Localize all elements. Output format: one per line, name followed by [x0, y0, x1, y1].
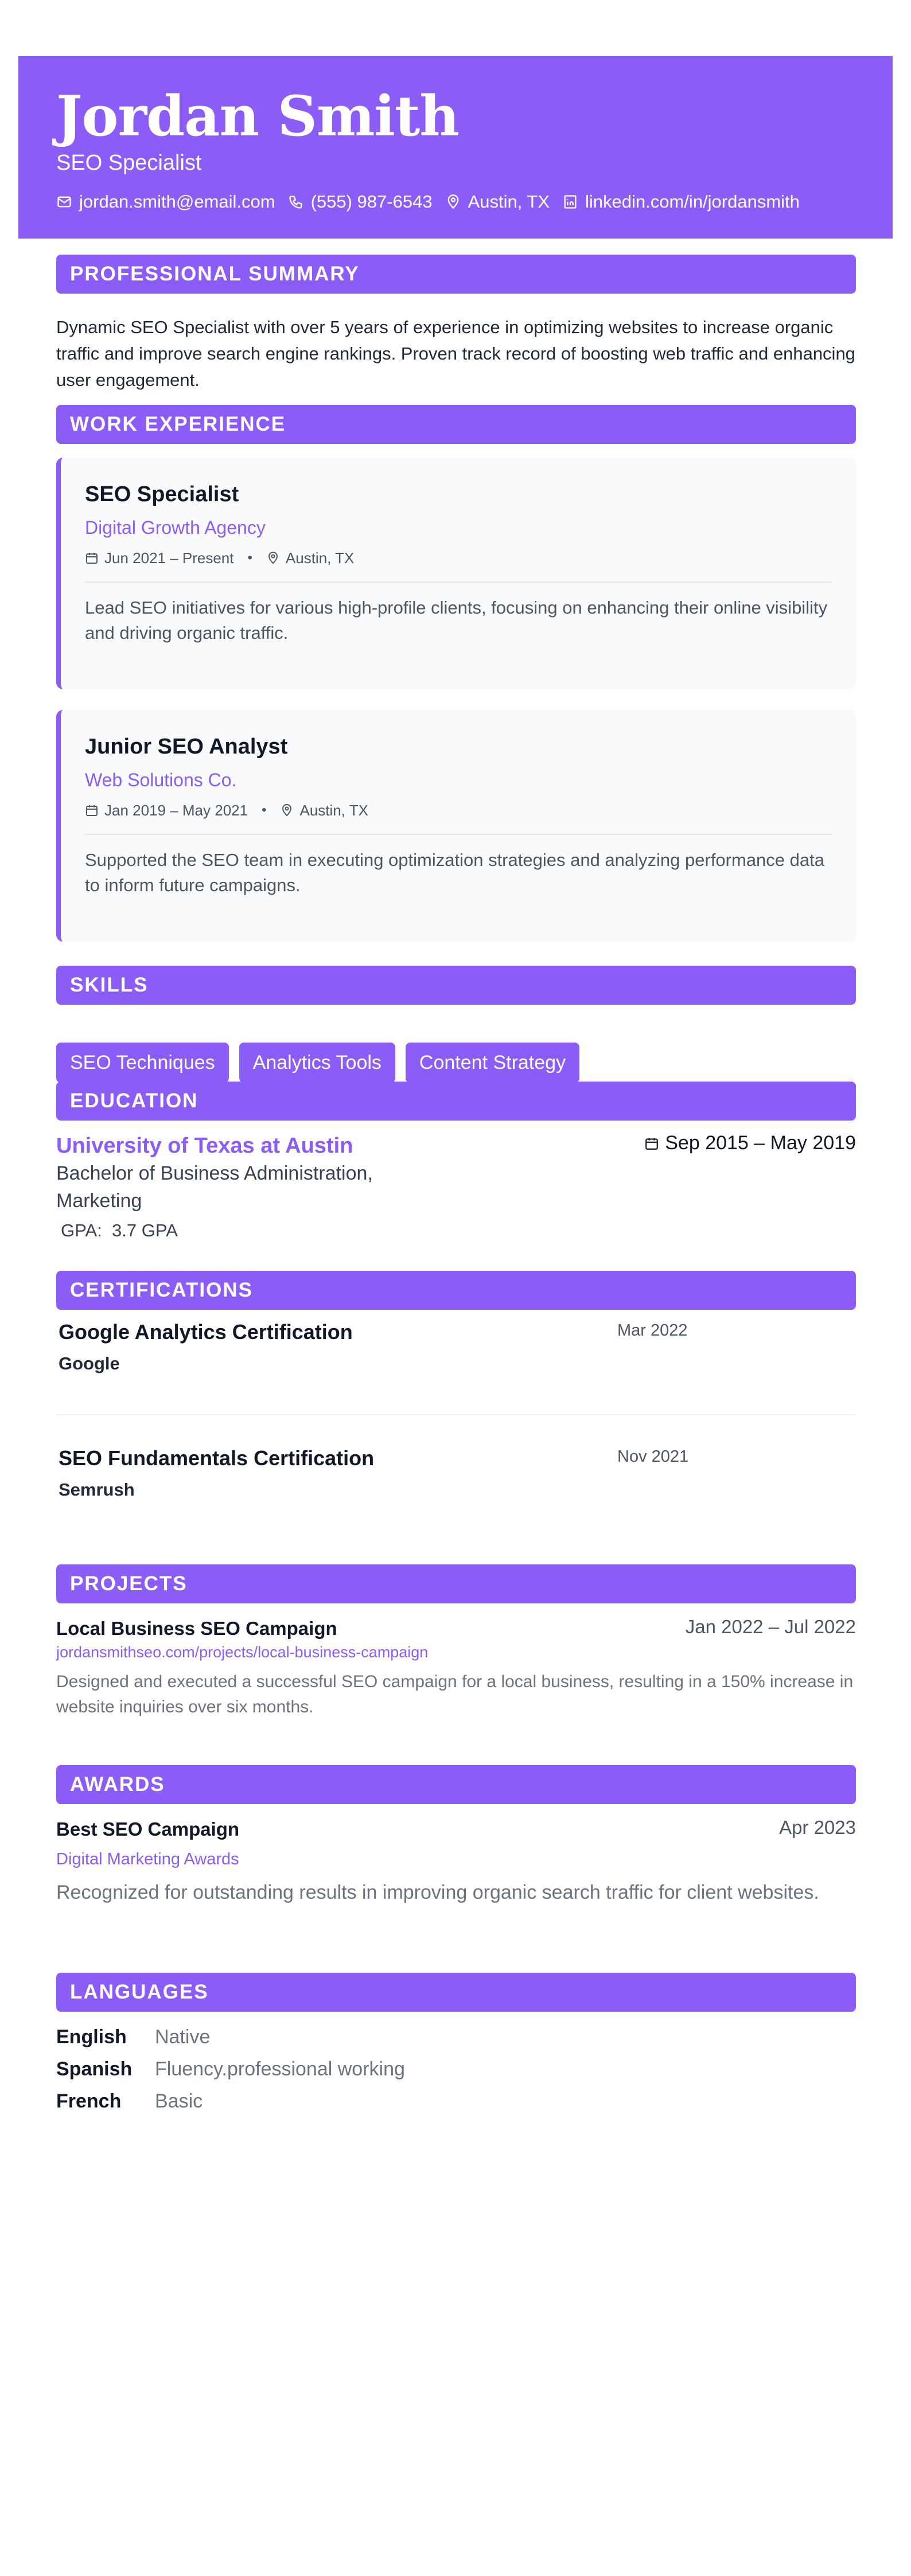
meta-separator: •	[247, 550, 252, 565]
certification-issuer: Semrush	[59, 1480, 135, 1500]
section-header-experience: WORK EXPERIENCE	[56, 405, 856, 444]
job-company: Digital Growth Agency	[85, 517, 266, 538]
project-entry	[56, 1616, 856, 1731]
contact-email[interactable]	[56, 190, 275, 213]
phone-text: (555) 987-6543	[310, 192, 433, 212]
job-location: Austin, TX	[285, 549, 355, 567]
job-dates: Jan 2019 – May 2021	[104, 802, 248, 819]
job-location: Austin, TX	[299, 802, 368, 819]
location-pin-icon	[266, 551, 280, 565]
language-row	[56, 2085, 856, 2117]
contact-location	[445, 190, 550, 213]
language-name: Spanish	[56, 2058, 133, 2080]
mail-icon	[56, 194, 72, 210]
job-description: Lead SEO initiatives for various high-profile clients, focusing on enhancing their online visibility and driving organic traffic.	[85, 598, 828, 643]
job-divider	[85, 581, 832, 583]
language-level: Native	[155, 2026, 211, 2048]
job-meta	[85, 801, 832, 820]
language-name: English	[56, 2026, 127, 2048]
candidate-title: SEO Specialist	[56, 151, 202, 175]
certification-name: Google Analytics Certification	[59, 1320, 353, 1344]
skill-tag: Content Strategy	[406, 1043, 579, 1083]
award-organization: Digital Marketing Awards	[56, 1850, 239, 1868]
section-header-languages: LANGUAGES	[56, 1973, 856, 2012]
language-level: Basic	[155, 2090, 203, 2112]
certification-entry	[56, 1319, 856, 1374]
language-level: Fluency.professional working	[155, 2058, 405, 2080]
project-description: Designed and executed a successful SEO campaign for a local business, resulting in a 150% increase in website inquiries over six months.	[56, 1672, 854, 1716]
certification-entry	[56, 1445, 856, 1500]
contact-linkedin[interactable]	[562, 190, 800, 213]
section-header-skills: SKILLS	[56, 966, 856, 1005]
calendar-icon	[85, 551, 99, 565]
education-school: University of Texas at Austin	[56, 1134, 353, 1158]
job-title: Junior SEO Analyst	[85, 735, 288, 759]
project-name: Local Business SEO Campaign	[56, 1618, 337, 1639]
project-dates: Jan 2022 – Jul 2022	[685, 1616, 856, 1637]
job-company: Web Solutions Co.	[85, 770, 237, 790]
languages-list	[56, 2021, 856, 2117]
language-row	[56, 2053, 856, 2085]
certification-divider	[56, 1414, 856, 1415]
certification-name: SEO Fundamentals Certification	[59, 1446, 375, 1470]
calendar-icon	[85, 803, 99, 817]
education-gpa	[56, 1220, 856, 1241]
job-title: SEO Specialist	[85, 482, 239, 506]
language-row	[56, 2021, 856, 2053]
resume-header	[18, 56, 893, 239]
summary-text: Dynamic SEO Specialist with over 5 years of experience in optimizing websites to increase organic traffic and improve search engine rankings. Proven track record of boosting web traffic and enhancing user engagement.	[56, 317, 855, 390]
job-meta	[85, 548, 832, 568]
education-start: Sep 2015	[665, 1132, 749, 1154]
job-dates: Jun 2021 – Present	[104, 549, 234, 567]
contact-phone[interactable]	[288, 190, 433, 213]
meta-separator: •	[262, 802, 267, 818]
education-date-sep: –	[754, 1132, 765, 1154]
location-pin-icon	[445, 194, 461, 210]
job-divider	[85, 834, 832, 835]
candidate-name: Jordan Smith	[56, 84, 460, 149]
job-description: Supported the SEO team in executing optimization strategies and analyzing performance data to inform future campaigns.	[85, 850, 824, 895]
award-description: Recognized for outstanding results in improving organic search traffic for client websites.	[56, 1882, 819, 1903]
phone-icon	[288, 194, 304, 210]
certification-issuer: Google	[59, 1353, 120, 1373]
linkedin-icon	[562, 194, 578, 210]
award-entry	[56, 1817, 856, 1931]
skill-tag: SEO Techniques	[56, 1043, 229, 1083]
education-dates	[644, 1132, 856, 1154]
certification-date: Mar 2022	[617, 1321, 688, 1340]
gpa-value: 3.7 GPA	[112, 1220, 178, 1240]
section-header-awards: AWARDS	[56, 1765, 856, 1804]
gpa-label: GPA:	[61, 1220, 102, 1240]
section-header-projects: PROJECTS	[56, 1564, 856, 1603]
calendar-icon	[644, 1136, 659, 1151]
location-pin-icon	[280, 803, 294, 817]
education-degree: Bachelor of Business Administration, Marketing	[56, 1162, 373, 1212]
location-text: Austin, TX	[468, 192, 550, 212]
section-header-summary: PROFESSIONAL SUMMARY	[56, 255, 856, 294]
experience-card	[56, 710, 856, 942]
award-name: Best SEO Campaign	[56, 1818, 240, 1840]
email-text: jordan.smith@email.com	[79, 192, 275, 212]
linkedin-text: linkedin.com/in/jordansmith	[585, 192, 800, 212]
education-entry	[56, 1132, 856, 1247]
award-date: Apr 2023	[779, 1817, 856, 1838]
experience-card	[56, 458, 856, 689]
skill-tag: Analytics Tools	[239, 1043, 395, 1083]
language-name: French	[56, 2090, 122, 2112]
contact-row	[56, 190, 855, 213]
section-header-certifications: CERTIFICATIONS	[56, 1271, 856, 1310]
project-link[interactable]: jordansmithseo.com/projects/local-business-campaign	[56, 1644, 429, 1661]
section-header-education: EDUCATION	[56, 1082, 856, 1121]
education-end: May 2019	[770, 1132, 856, 1154]
certification-date: Nov 2021	[617, 1447, 689, 1466]
skills-list	[56, 1043, 590, 1083]
